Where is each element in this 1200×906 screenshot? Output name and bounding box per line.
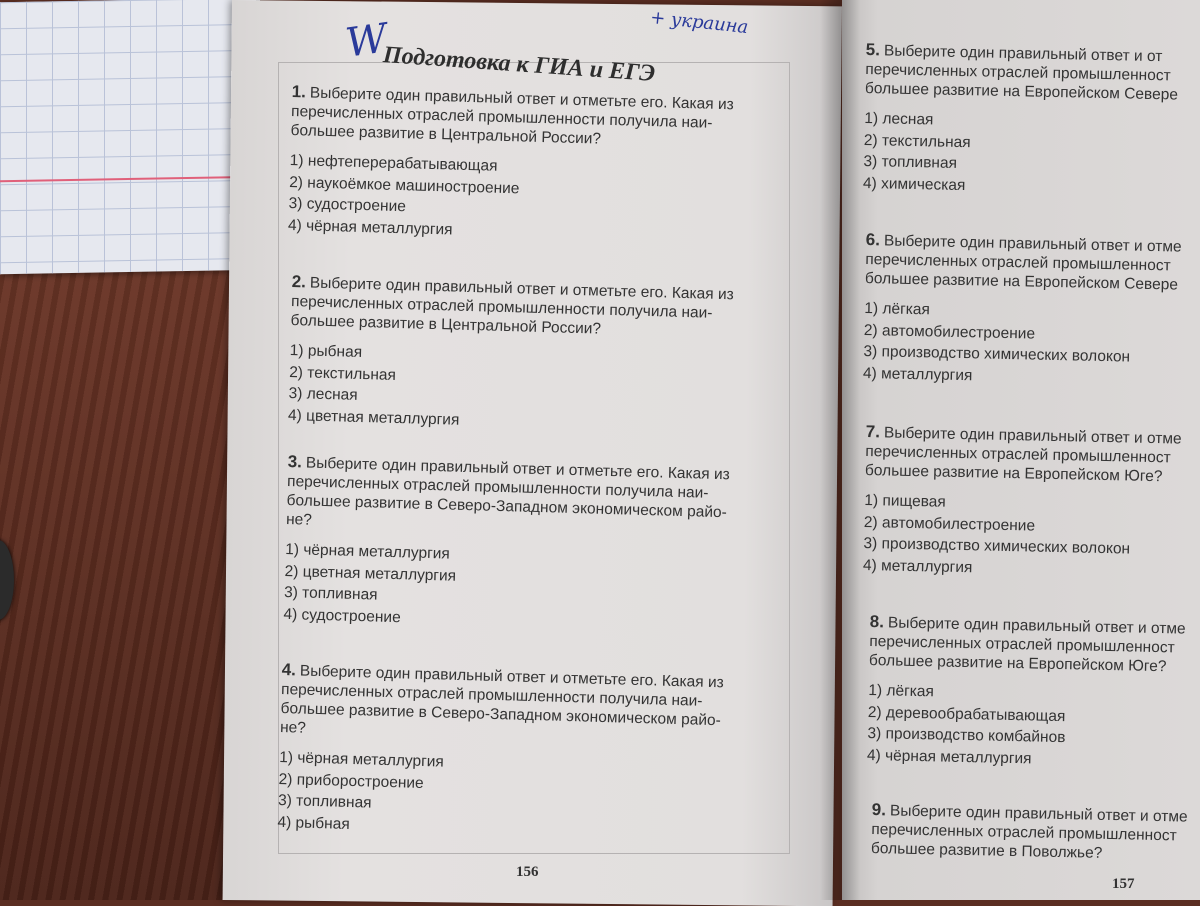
answer-option[interactable]: 1) нефтеперерабатывающая [289, 151, 498, 175]
question-1 [288, 82, 782, 250]
answer-option[interactable]: 3) производство химических волокон [863, 342, 1131, 366]
answer-option[interactable]: 2) текстильная [863, 131, 971, 151]
answer-option[interactable]: 3) производство химических волокон [863, 534, 1131, 558]
answer-option[interactable]: 2) автомобилестроение [863, 513, 1036, 535]
answer-option[interactable]: 1) лесная [864, 109, 934, 129]
question-4 [277, 660, 772, 847]
answer-options [277, 747, 769, 847]
question-6 [863, 230, 1200, 391]
answer-option[interactable]: 2) текстильная [288, 363, 397, 384]
answer-option[interactable]: 4) рыбная [277, 813, 350, 833]
answer-option[interactable]: 4) металлургия [862, 364, 973, 384]
answer-option[interactable]: 2) автомобилестроение [863, 321, 1036, 343]
question-2 [288, 272, 782, 440]
answer-options [288, 340, 780, 440]
question-8 [867, 612, 1200, 773]
handwritten-note: + украина [649, 6, 750, 39]
answer-option[interactable]: 1) пищевая [864, 491, 946, 511]
answer-option[interactable]: 1) лёгкая [868, 681, 935, 701]
answer-option[interactable]: 1) чёрная металлургия [279, 748, 445, 771]
answer-option[interactable]: 4) судостроение [283, 605, 401, 626]
question-number: 6. [865, 230, 881, 250]
answer-options [863, 490, 1200, 583]
question-7 [863, 422, 1200, 583]
question-number: 4. [281, 660, 297, 680]
margin-line [0, 176, 260, 183]
answer-option[interactable]: 2) наукоёмкое машиностроение [288, 173, 520, 197]
page-title: Подготовка к ГИА и ЕГЭ [382, 42, 656, 87]
answer-option[interactable]: 3) производство комбайнов [867, 724, 1066, 747]
question-text: Выберите один правильный ответ и отме перечисленных отраслей промышленност большее развитие в Поволжье? [870, 802, 1188, 862]
question-number: 3. [287, 452, 303, 472]
answer-options [863, 108, 1200, 201]
book-spine [820, 0, 860, 900]
answer-options [863, 298, 1200, 391]
question-number: 1. [291, 82, 307, 102]
answer-option[interactable]: 2) приборостроение [278, 770, 424, 792]
answer-option[interactable]: 4) металлургия [862, 556, 973, 576]
question-number: 5. [865, 40, 881, 60]
question-text: Выберите один правильный ответ и отметьте его. Какая из перечисленных отраслей промышленности получила наи- большее развитие в Центральной России? [290, 84, 734, 148]
answer-option[interactable]: 3) топливная [283, 583, 378, 604]
answer-options [283, 539, 775, 639]
handwritten-mark: W [342, 15, 391, 67]
question-text: Выберите один правильный ответ и отметьте его. Какая из перечисленных отраслей промышленности получила наи- большее развитие в Северо-Западном экономическом райо- не? [279, 662, 724, 737]
answer-options [288, 150, 780, 250]
question-text: Выберите один правильный ответ и отметьте его. Какая из перечисленных отраслей промышленности получила наи- большее развитие в Центральной России? [290, 274, 734, 338]
answer-option[interactable]: 3) лесная [288, 384, 358, 404]
wooden-table [0, 270, 260, 900]
answer-option[interactable]: 1) рыбная [289, 341, 363, 361]
question-text: Выберите один правильный ответ и от перечисленных отраслей промышленност большее развитие на Европейском Севере [864, 42, 1179, 104]
question-5 [863, 40, 1200, 201]
question-text: Выберите один правильный ответ и отметьте его. Какая из перечисленных отраслей промышленности получила наи- большее развитие в Северо-Западном экономическом райо- не? [285, 454, 730, 529]
page-number-left: 156 [516, 864, 539, 880]
answer-option[interactable]: 1) чёрная металлургия [285, 540, 451, 563]
answer-option[interactable]: 3) топливная [277, 791, 372, 812]
answer-options [867, 680, 1200, 773]
page-number-right: 157 [1112, 876, 1135, 892]
question-number: 8. [869, 612, 885, 632]
question-3 [283, 452, 778, 639]
answer-option[interactable]: 2) деревообрабатывающая [867, 703, 1066, 725]
answer-option[interactable]: 4) цветная металлургия [287, 406, 460, 429]
answer-option[interactable]: 2) цветная металлургия [284, 562, 457, 585]
question-text: Выберите один правильный ответ и отме перечисленных отраслей промышленност большее развитие на Европейском Юге? [864, 424, 1182, 486]
answer-option[interactable]: 4) химическая [862, 174, 966, 194]
answer-option[interactable]: 4) чёрная металлургия [287, 216, 453, 239]
question-number: 9. [871, 800, 887, 820]
question-text: Выберите один правильный ответ и отме перечисленных отраслей промышленност большее развитие на Европейском Юге? [868, 614, 1186, 676]
answer-option[interactable]: 4) чёрная металлургия [866, 746, 1032, 767]
question-number: 2. [291, 272, 307, 292]
answer-option[interactable]: 3) судостроение [288, 194, 407, 216]
question-9 [871, 800, 1200, 865]
question-number: 7. [865, 422, 881, 442]
answer-option[interactable]: 3) топливная [863, 152, 958, 172]
graph-paper-notebook [0, 0, 260, 274]
question-text: Выберите один правильный ответ и отме перечисленных отраслей промышленност большее развитие на Европейском Севере [864, 232, 1182, 294]
answer-option[interactable]: 1) лёгкая [864, 299, 931, 319]
